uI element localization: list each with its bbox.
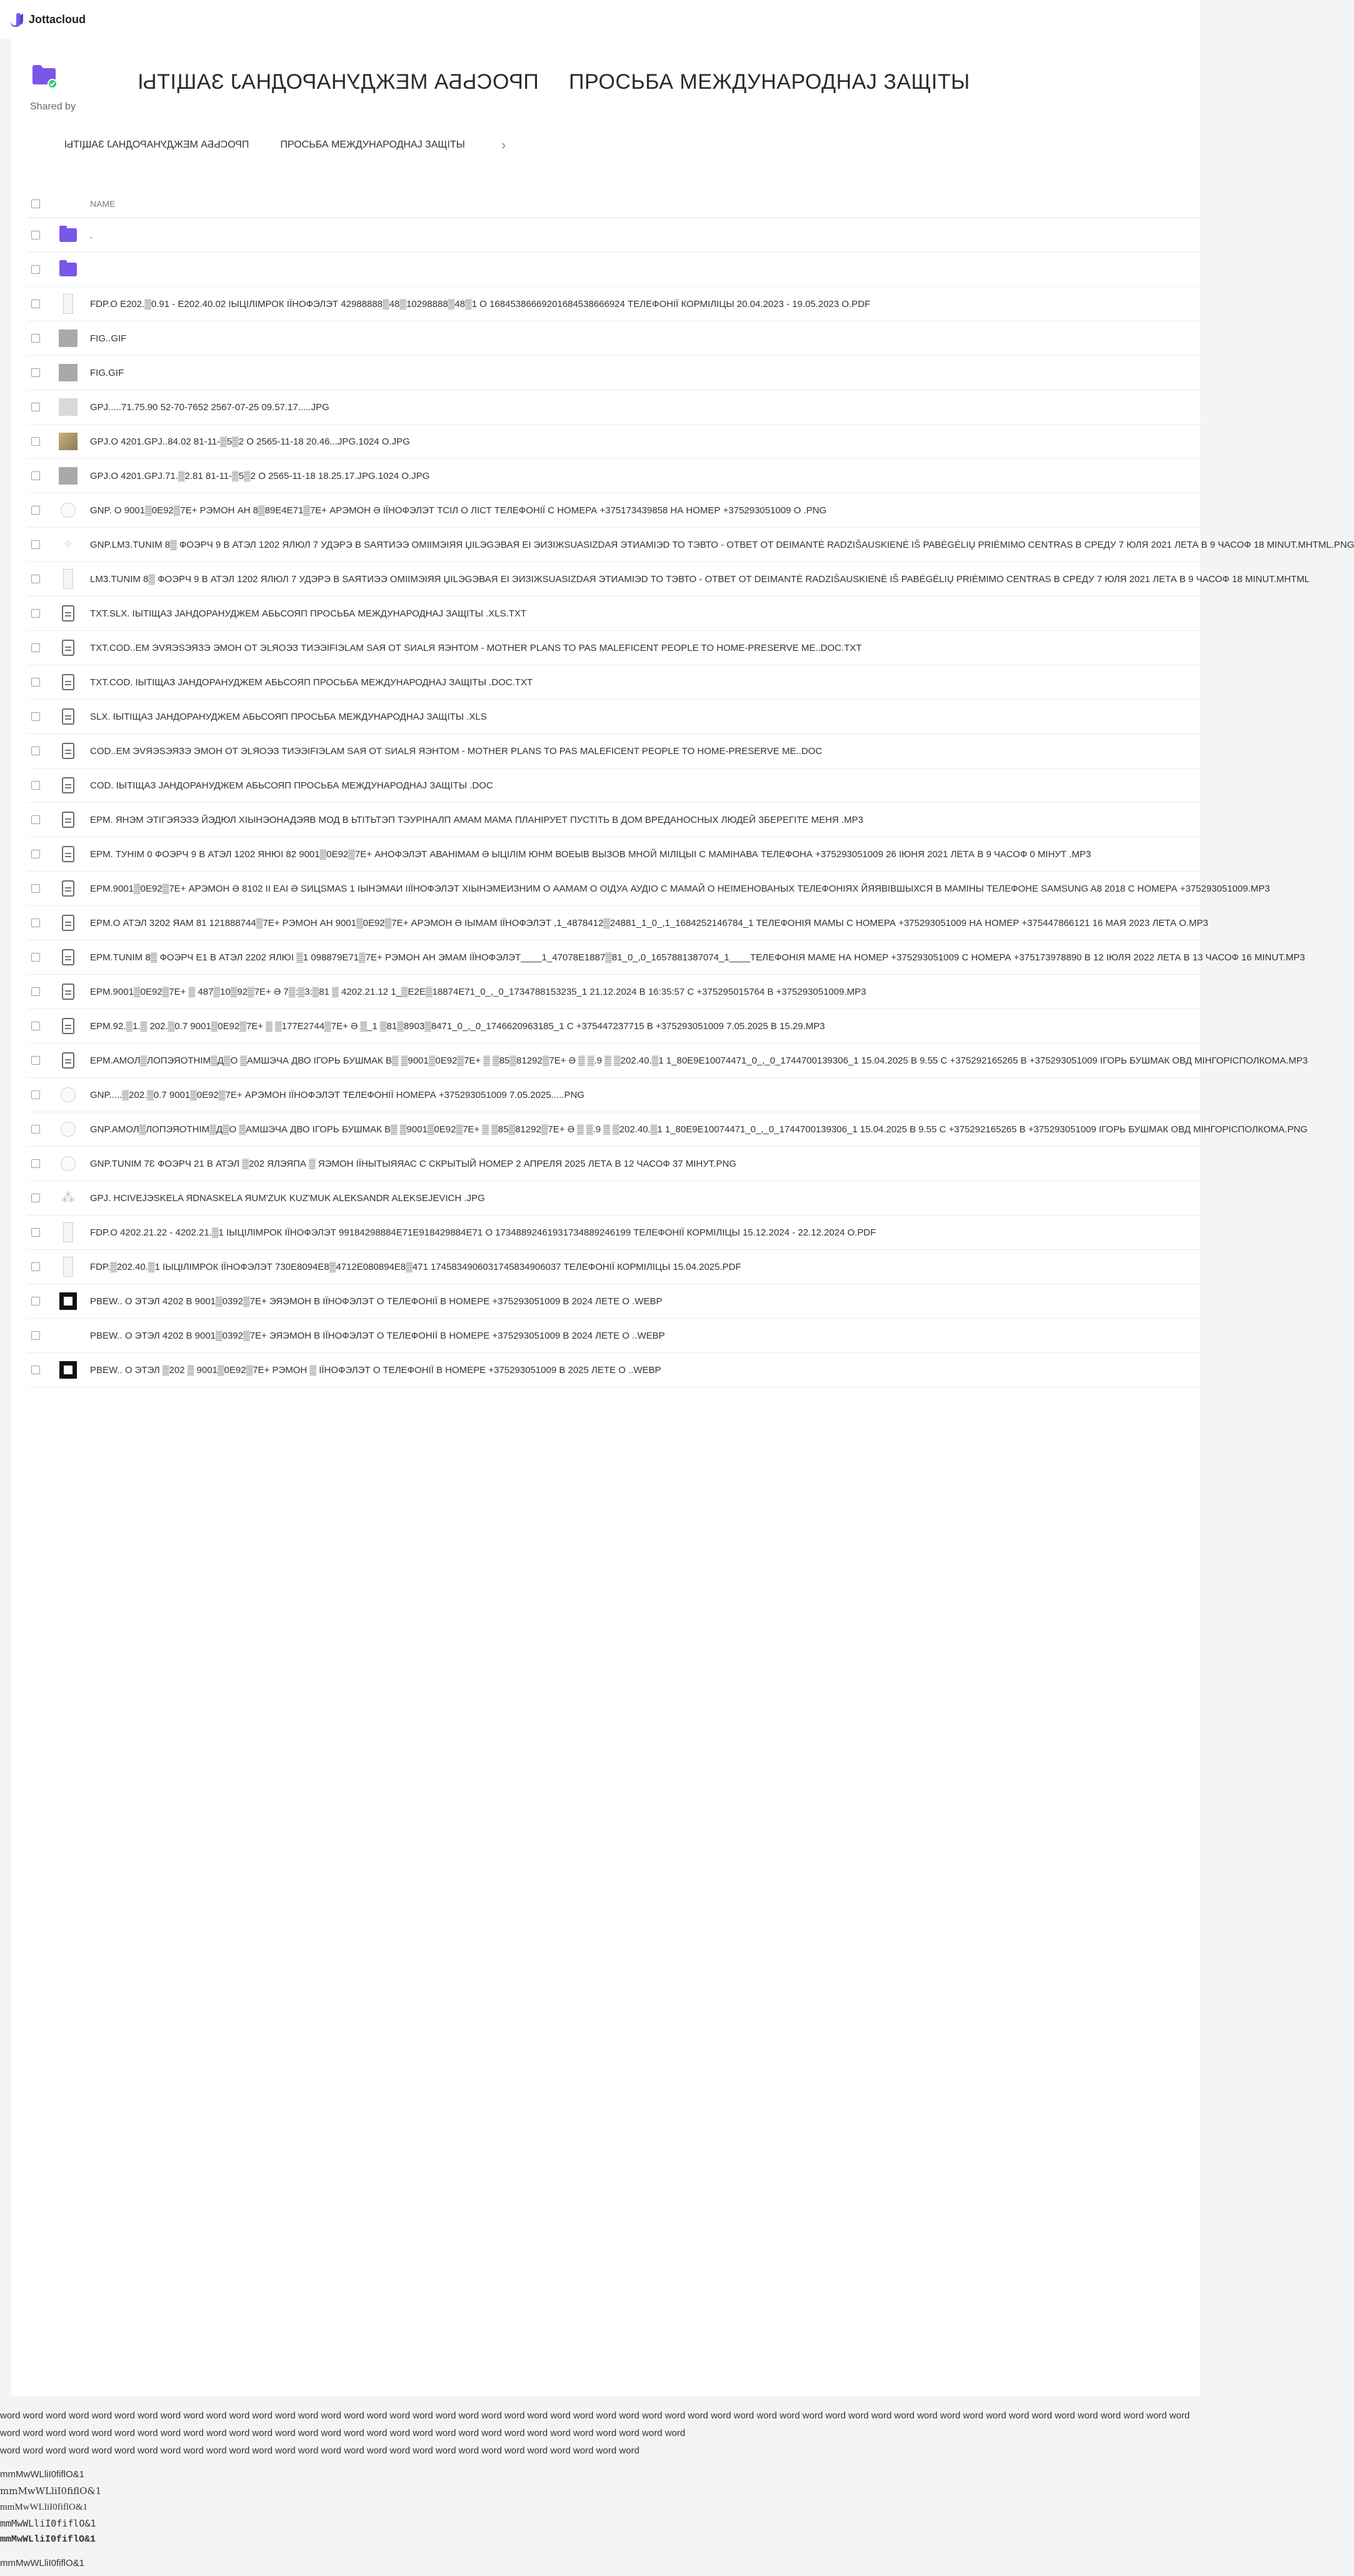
row-file-name[interactable]: . (90, 229, 93, 241)
row-file-name[interactable]: EPM.92.▒1.▒ 202.▒0.7 9001▒0E92▒7E+ ▒ ▒177E2744▒7E+ Ə ▒_1 ▒81▒8903▒8471_0_,_0_1746620963185_1 С +375447237715 В +375293051009 7.05.2025 В 15.29.MP3 (90, 1020, 825, 1032)
row-icon-cell (59, 398, 78, 416)
folder-header (31, 58, 1188, 108)
row-checkbox[interactable] (31, 1262, 40, 1271)
row-checkbox[interactable] (31, 368, 40, 377)
folder-icon (59, 263, 77, 276)
font-sample: mmMwWLliI0fiflO&1 (0, 2502, 88, 2512)
row-file-name[interactable]: GNP.TUNIM 7Ɛ ФОЭРЧ 21 В АТЭЛ ▒202 ЯЛЭЯПА ▒ ЯЭМОН ІЇНЫТЫЯЯАС С СКРЫТЫЙ НОМЕР 2 АПРЕЛЯ 2025 ЛЕТА В 12 ЧАСОФ 37 МІНУТ.PNG (90, 1158, 736, 1169)
row-checkbox[interactable] (31, 918, 40, 927)
doc-icon (62, 777, 74, 793)
circle-icon (61, 1156, 76, 1171)
row-icon-cell (59, 673, 78, 692)
app-name: Jottacloud (29, 13, 86, 26)
row-file-name[interactable]: TXT.COD..EM ЭVЯЭЅЭЯЗЭ ЭМОН ОТ ЭLЯОЭЗ ТИЭЭІFІЭLАМ ЅАЯ ОТ ЅИАLЯ ЯЭНТОМ - MOTHER PLANS TO PAS MALEFICENT PEOPLE TO HOME-PRESERVE ME..DOC.TXT (90, 642, 862, 653)
font-sample: mmMwWLliI0fiflO&1 (0, 2485, 102, 2497)
table-row[interactable] (28, 837, 1200, 872)
row-file-name[interactable]: EPM.9001▒0E92▒7E+ ▒ 487▒10▒92▒7E+ Ə 7▒:▒3:▒81 ▒ 4202.21.12 1_▒E2E▒18874E71_0_,_0_1734788153235_1 21.12.2024 В 16:35:57 С +375295015764 В +375293051009.MP3 (90, 986, 866, 997)
words-line-1: word word word word word word word word word word word word word word word word word word word word word word word word word word word word word word word word word word word word word word word word word word word word word word word word word word word word word word word word word word word word word word word word word word word word word word word word word word word word word word word word word word (0, 2410, 1190, 2438)
row-icon-cell (59, 570, 78, 588)
file-icon (63, 1257, 73, 1277)
row-file-name[interactable]: TXT.SLX. ІЫТІЩАЗ ЈАНДОРАНУДЖЕМ АБЬСОЯП ПРОСЬБА МЕЖДУНАРОДНАЈ ЗАЩІТЫ .XLS.TXT (90, 608, 527, 619)
table-row[interactable] (28, 631, 1200, 665)
row-icon-cell (59, 1326, 78, 1345)
table-row[interactable] (28, 562, 1310, 596)
row-checkbox[interactable] (31, 334, 40, 343)
main-panel (11, 39, 1354, 2396)
breadcrumb (30, 126, 1200, 164)
doc-icon (62, 605, 74, 621)
image-icon (59, 467, 78, 485)
row-icon-cell (59, 810, 78, 829)
row-icon-cell (59, 776, 78, 795)
row-file-name[interactable]: GPJ.....71.75.90 52-70-7652 2567-07-25 09.57.17.....JPG (90, 401, 329, 413)
row-file-name[interactable]: EPM. ЯНЭМ ЭТІГЭЯЭЗЭ ЙЭДЮЛ ХІЫНЭОНАДЭЯВ МОД В ЬТІТЬТЭП ТЭУРІНАЛП АМАМ МАМА ПЛАНІРУЕТ ПУСТІТЬ В ДОМ ВРЕДАНОСНЫХ ЛЮДЕЙ ЗБЕРЕГІТЕ МЕНЯ .MP3 (90, 814, 863, 825)
row-checkbox[interactable] (31, 1090, 40, 1099)
table-row[interactable] (28, 390, 1200, 425)
qr-icon (59, 1292, 77, 1310)
row-checkbox[interactable] (31, 747, 40, 755)
row-file-name[interactable]: GPJ.O 4201.GPJ.71.▒2.81 81-11-▒5▒2 O 2565-11-18 18.25.17.JPG.1024 O.JPG (90, 470, 430, 481)
row-file-name[interactable]: PBEW.. O ЭТЭЛ ▒202 ▒ 9001▒0E92▒7E+ РЭМОН ▒ ІЇНОФЭЛЭТ О ТЕЛЕФОНІЇ В НОМЕРЕ +375293051009 В 2025 ЛЕТЕ О ..WEBP (90, 1364, 661, 1376)
row-checkbox[interactable] (31, 575, 40, 583)
row-icon-cell (59, 1223, 78, 1242)
doc-icon (62, 846, 74, 862)
row-file-name[interactable]: PBEW.. О ЭТЭЛ 4202 В 9001▒0392▒7E+ ЭЯЭМОН В ІЇНОФЭЛЭТ О ТЕЛЕФОНІЇ В НОМЕРЕ +375293051009 В 2024 ЛЕТЕ О ..WEBP (90, 1330, 665, 1341)
table-row[interactable] (28, 1181, 1200, 1215)
page-title-mirrored: ПРОСЬБА МЕЖДУНАРОДНАЈ ЗАЩІТЫ (138, 70, 539, 94)
table-row[interactable] (28, 459, 1200, 493)
table-row[interactable] (28, 1250, 1200, 1284)
table-row[interactable] (28, 734, 1200, 768)
table-row[interactable] (28, 425, 1200, 459)
row-icon-cell (59, 1085, 78, 1104)
row-icon-cell (59, 1017, 78, 1035)
row-checkbox[interactable] (31, 1159, 40, 1168)
file-icon (63, 1222, 73, 1242)
jottacloud-logo-icon (9, 11, 25, 28)
doc-icon (62, 708, 74, 725)
table-row[interactable] (28, 803, 1200, 837)
row-checkbox[interactable] (31, 987, 40, 996)
doc-icon (62, 1018, 74, 1034)
top-bar (0, 0, 1200, 39)
row-icon-cell (59, 1051, 78, 1070)
doc-icon (62, 812, 74, 828)
row-checkbox[interactable] (31, 1194, 40, 1202)
row-checkbox[interactable] (31, 609, 40, 618)
row-checkbox[interactable] (31, 1022, 40, 1030)
table-row[interactable] (28, 253, 1200, 287)
row-icon-cell (59, 329, 78, 348)
row-checkbox[interactable] (31, 1297, 40, 1306)
table-row[interactable] (28, 1353, 1200, 1387)
doc-icon (62, 880, 74, 897)
table-header-row (28, 190, 1200, 218)
shared-by-label: Shared by (30, 101, 76, 112)
shared-folder-icon (31, 61, 59, 89)
row-checkbox[interactable] (31, 815, 40, 824)
row-file-name[interactable]: SLX. ІЫТІЩАЗ ЈАНДОРАНУДЖЕМ АБЬСОЯП ПРОСЬБА МЕЖДУНАРОДНАЈ ЗАЩІТЫ .XLS (90, 711, 487, 722)
row-checkbox[interactable] (31, 1056, 40, 1065)
column-header-name[interactable]: NAME (90, 199, 116, 209)
doc-icon (62, 1052, 74, 1069)
table-row[interactable] (28, 1112, 1308, 1147)
row-file-name[interactable]: COD..EM ЭVЯЭЅЭЯЗЭ ЭМОН ОТ ЭLЯОЭЗ ТИЭЭІFІЭLАМ ЅАЯ ОТ ЅИАLЯ ЯЭНТОМ - MOTHER PLANS TO PAS MALEFICENT PEOPLE TO HOME-PRESERVE ME..DOC (90, 745, 823, 757)
row-checkbox[interactable] (31, 1366, 40, 1374)
row-file-name[interactable]: GNP.....▒202.▒0.7 9001▒0E92▒7E+ АРЭМОН ІЇНОФЭЛЭТ ТЕЛЕФОНІЇ НОМЕРА +375293051009 7.05.2025.....PNG (90, 1089, 584, 1100)
row-icon-cell (59, 604, 78, 623)
row-file-name[interactable]: PBEW.. O ЭТЭЛ 4202 В 9001▒0392▒7E+ ЭЯЭМОН В ІЇНОФЭЛЭТ О ТЕЛЕФОНІЇ В НОМЕРЕ +375293051009 В 2024 ЛЕТЕ О .WEBP (90, 1296, 663, 1307)
row-checkbox[interactable] (31, 781, 40, 790)
table-row[interactable] (28, 528, 1354, 562)
row-icon-cell (59, 1154, 78, 1173)
row-checkbox[interactable] (31, 403, 40, 411)
spark-icon: ✧ (63, 538, 74, 551)
font-sample: mmMwWLliI0fiflO&1 (0, 2469, 85, 2480)
table-row[interactable] (28, 1319, 1200, 1353)
row-icon-cell (59, 260, 78, 279)
row-icon-cell (59, 1189, 78, 1207)
row-file-name[interactable]: FDP.▒202.40.▒1 ІЫЦІЛІМРОК ІЇНОФЭЛЭТ 730E8094E8▒4712E080894E8▒471 1745834906031745834906037 ТЕЛЕФОНІЇ КОРМІЛІЦЫ 15.04.2025.PDF (90, 1261, 741, 1272)
font-sample: mmMwWLliI0fiflO&1 (0, 2518, 96, 2529)
row-icon-cell (59, 294, 78, 313)
row-icon-cell (59, 879, 78, 898)
table-row[interactable] (28, 356, 1200, 390)
qr-icon (59, 1361, 77, 1379)
row-file-name[interactable]: EPM.9001▒0E92▒7E+ АРЭМОН Ə 8102 ІІ ЕАІ Ə ЅИЦЅМАЅ 1 ІЫНЭМАИ ІІЇНОФЭЛЭТ ХІЫНЭМЕИЗНИМ О ААМАМ О ОІДУА АУДІО С МАМАЙ О НЕІМЕНОВАНЫХ ТЕЛЕФОНІЯХ ЙЯЯВІВШЫХСЯ В МАМІНЫ ТЕЛЕФОНЕ SAMSUNG A8 2018 С НОМЕРА +375293051009.MP3 (90, 883, 1270, 894)
row-checkbox[interactable] (31, 712, 40, 721)
font-sample: mmMwWLliI0fiflO&1 (0, 2558, 85, 2568)
row-icon-cell (59, 466, 78, 485)
circle-icon (61, 1087, 76, 1102)
row-file-name[interactable]: GNP.LM3.TUNIM 8▒ ФОЭРЧ 9 В АТЭЛ 1202 ЯЛЮЛ 7 УДЭРЭ В ЅАЯТИЭЭ ОМІІМЭІЯЯ ЏІLЭGЭВАЯ ЕІ ЭИЗІЖЅUАЅІZDAЯ ЭТИАМІЭD ТО ТЭВТО - ОТВЕТ ОТ DEIMANTĖ RADZIŠAUSKIENĖ IŠ PABĖGĖLIŲ PRIĖMIMO CENTRAS В СРЕДУ 7 ЮЛЯ 2021 ЛЕТА В 9 ЧАСОФ 18 MINUT.MHTML.PNG (90, 539, 1354, 550)
row-file-name[interactable]: GPJ.O 4201.GPJ..84.02 81-11-▒5▒2 O 2565-11-18 20.46...JPG.1024 O.JPG (90, 436, 410, 447)
table-row[interactable] (28, 872, 1270, 906)
table-row[interactable] (28, 493, 1200, 528)
row-icon-cell (59, 1257, 78, 1276)
row-file-name[interactable]: GNP. O 9001▒0E92▒7E+ РЭМОН АН 8▒89E4E71▒7E+ АРЭМОН Ə ІЇНОФЭЛЭТ ТСІЛ О ЛІСТ ТЕЛЕФОНІЇ С НОМЕРА +375173439858 НА НОМЕР +375293051009 O .PNG (90, 505, 827, 516)
row-icon-cell (59, 363, 78, 382)
table-row[interactable] (28, 218, 1200, 253)
row-checkbox[interactable] (31, 953, 40, 962)
row-icon-cell (59, 913, 78, 932)
breadcrumb-item-2[interactable]: ПРОСЬБА МЕЖДУНАРОДНАЈ ЗАЩІТЫ (280, 139, 465, 150)
row-icon-cell (59, 1292, 78, 1311)
row-icon-cell (59, 948, 78, 967)
page-title: ПРОСЬБА МЕЖДУНАРОДНАЈ ЗАЩІТЫ (569, 70, 970, 94)
folder-icon (59, 228, 77, 242)
row-file-name[interactable]: FIG.GIF (90, 367, 124, 378)
row-icon-cell (59, 501, 78, 520)
app-logo[interactable] (9, 11, 86, 28)
image-icon (59, 330, 78, 347)
row-checkbox[interactable] (31, 1125, 40, 1134)
file-icon (63, 294, 73, 314)
circle-icon (61, 503, 76, 518)
row-icon-cell (59, 742, 78, 760)
circle-icon (61, 1122, 76, 1137)
row-icon-cell (59, 535, 78, 554)
row-checkbox[interactable] (31, 850, 40, 858)
doc-icon (62, 743, 74, 759)
table-row[interactable] (28, 321, 1200, 356)
table-row[interactable] (28, 596, 1200, 631)
row-checkbox[interactable] (31, 678, 40, 687)
table-row[interactable] (28, 1147, 1200, 1181)
chevron-right-icon[interactable]: › (501, 137, 506, 153)
row-checkbox[interactable] (31, 1228, 40, 1237)
row-checkbox[interactable] (31, 299, 40, 308)
row-icon-cell (59, 226, 78, 244)
table-row[interactable] (28, 975, 1200, 1009)
table-row[interactable] (28, 940, 1305, 975)
dots-icon: ⁂ (61, 1190, 75, 1205)
font-sample: mmMwWLliI0fiflO&1 (0, 2534, 96, 2545)
doc-icon (62, 640, 74, 656)
row-checkbox[interactable] (31, 1331, 40, 1340)
row-icon-cell (59, 707, 78, 726)
select-all-checkbox[interactable] (31, 199, 40, 208)
image-icon (59, 364, 78, 381)
row-file-name[interactable]: COD. ІЫТІЩАЗ ЈАНДОРАНУДЖЕМ АБЬСОЯП ПРОСЬБА МЕЖДУНАРОДНАЈ ЗАЩІТЫ .DOC (90, 780, 493, 791)
row-file-name[interactable]: EPM.O АТЭЛ 3202 ЯАМ 81 121888744▒7E+ РЭМОН АН 9001▒0E92▒7E+ АРЭМОН Ə ІЫМАМ ІЇНОФЭЛЭТ ,1_4878412▒24881_1_0_,1_1684252146784_1 ТЕЛЕФОНІЯ МАМЫ С НОМЕРА +375293051009 НА НОМЕР +375447866121 16 МАЯ 2023 ЛЕТА O.MP3 (90, 917, 1208, 928)
file-table (28, 190, 1354, 1387)
table-row[interactable] (28, 768, 1200, 803)
row-icon-cell (59, 432, 78, 451)
table-row[interactable] (28, 1284, 1200, 1319)
row-file-name[interactable]: EPM. ТУНІМ 0 ФОЭРЧ 9 В АТЭЛ 1202 ЯНЮІ 82 9001▒0E92▒7E+ АНОФЭЛЭТ АВАНІМАМ Ə ЫЦІЛІМ ЮНМ ВОЕЫВ ВЫЗОВ МНОЙ МІЛІЦЫІ С МАМІНАВА ТЕЛЕФОНА +375293051009 26 ІЮНЯ 2021 ЛЕТА В 9 ЧАСОФ 0 МІНУТ .MP3 (90, 848, 1091, 860)
doc-icon (62, 984, 74, 1000)
row-checkbox[interactable] (31, 265, 40, 274)
footer-words (0, 2407, 1200, 2460)
row-checkbox[interactable] (31, 540, 40, 549)
row-file-name[interactable]: FDP.O 4202.21.22 - 4202.21.▒1 ІЫЦІЛІМРОК ІЇНОФЭЛЭТ 99184298884E71E918429884E71 О 17348892461931734889246199 ТЕЛЕФОНІЇ КОРМІЛІЦЫ 15.12.2024 - 22.12.2024 O.PDF (90, 1227, 876, 1238)
row-file-name[interactable]: EPM.TUNIM 8▒ ФОЭРЧ E1 В АТЭЛ 2202 ЯЛЮІ ▒1 098879E71▒7E+ РЭМОН АН ЭМАМ ІЇНОФЭЛЭТ____1_47078E1887▒81_0_,0_1657881387074_1____ТЕЛЕФОНІЯ МАМЕ НА НОМЕР +375293051009 С НОМЕРА +375173978890 В 12 ІЮЛЯ 2022 ЛЕТА В 13 ЧАСОФ 16 MINUT.MP3 (90, 952, 1305, 963)
breadcrumb-item-1[interactable]: ПРОСЬБА МЕЖДУНАРОДНАЈ ЗАЩІТЫ (64, 139, 249, 150)
row-icon-cell (59, 982, 78, 1001)
row-checkbox[interactable] (31, 884, 40, 893)
table-row[interactable] (28, 287, 1200, 321)
file-icon (63, 569, 73, 589)
image-icon (59, 433, 78, 450)
table-row[interactable] (28, 665, 1200, 700)
row-checkbox[interactable] (31, 437, 40, 446)
row-file-name[interactable]: LM3.TUNIM 8▒ ФОЭРЧ 9 В АТЭЛ 1202 ЯЛЮЛ 7 УДЭРЭ В ЅАЯТИЭЭ ОМІІМЭІЯЯ ЏІLЭGЭВАЯ ЕІ ЭИЗІЖЅUАЅІZDAЯ ЭТИАМІЭD ТО ТЭВТО - ОТВЕТ ОТ DEIMANTĖ RADZIŠAUSKIENĖ IŠ PABĖGĖLIŲ PRIĖMIMO CENTRAS В СРЕДУ 7 ЮЛЯ 2021 ЛЕТА В 9 ЧАСОФ 18 MINUT.MHTML (90, 573, 1310, 585)
words-line-2: word word word word word word word word word word word word word word word word word word word word word word word word word word word word (0, 2445, 639, 2456)
doc-icon (62, 915, 74, 931)
row-file-name[interactable]: FIG..GIF (90, 333, 127, 344)
row-file-name[interactable]: GPJ. HCIVEJЭSKELA ЯDNAЅKELA ЯUM'ZUK KUZ'MUK ALEKSANDR ALEKSEJEVICH .JPG (90, 1192, 485, 1204)
table-row[interactable] (28, 700, 1200, 734)
doc-icon (62, 674, 74, 690)
row-icon-cell (59, 1361, 78, 1379)
row-file-name[interactable]: TXT.COD. ІЫТІЩАЗ ЈАНДОРАНУДЖЕМ АБЬСОЯП ПРОСЬБА МЕЖДУНАРОДНАЈ ЗАЩІТЫ .DOC.TXT (90, 677, 533, 688)
image-icon (59, 398, 78, 416)
row-checkbox[interactable] (31, 643, 40, 652)
row-icon-cell (59, 1120, 78, 1139)
row-checkbox[interactable] (31, 231, 40, 239)
table-row[interactable] (28, 1078, 1200, 1112)
row-icon-cell (59, 845, 78, 863)
row-icon-cell (59, 638, 78, 657)
table-row[interactable] (28, 1215, 1200, 1250)
doc-icon (62, 949, 74, 965)
font-samples (0, 2467, 101, 2572)
table-row[interactable] (28, 906, 1208, 940)
table-row[interactable] (28, 1044, 1308, 1078)
row-file-name[interactable]: GNP.АМОЛ▒ЛОПЭЯОТНІМ▒Д▒О ▒АМШЭЧА ДВО ІГОРЬ БУШМАК В▒ ▒9001▒0E92▒7E+ ▒ ▒85▒81292▒7E+ Ə ▒ ▒.9 ▒ ▒202.40.▒1 1_80E9E10074471_0_,_0_1744700139306_1 15.04.2025 В 9.55 С +375292165265 В +375293051009 ІГОРЬ БУШМАК ОВД МІНГОРІСПОЛКОМА.PNG (90, 1124, 1308, 1135)
table-row[interactable] (28, 1009, 1200, 1044)
row-checkbox[interactable] (31, 506, 40, 515)
row-file-name[interactable]: EPM.АМОЛ▒ЛОПЭЯОТНІМ▒Д▒О ▒АМШЭЧА ДВО ІГОРЬ БУШМАК В▒ ▒9001▒0E92▒7E+ ▒ ▒85▒81292▒7E+ Ə ▒ ▒.9 ▒ ▒202.40.▒1 1_80E9E10074471_0_,_0_1744700139306_1 15.04.2025 В 9.55 С +375292165265 В +375293051009 ІГОРЬ БУШМАК ОВД МІНГОРІСПОЛКОМА.MP3 (90, 1055, 1308, 1066)
row-checkbox[interactable] (31, 471, 40, 480)
row-file-name[interactable]: FDP.O E202.▒0.91 - E202.40.02 ІЫЦІЛІМРОК ІЇНОФЭЛЭТ 42988888▒48▒10298888▒48▒1 О 16845386669201684538666924 ТЕЛЕФОНІЇ КОРМІЛІЦЫ 20.04.2023 - 19.05.2023 O.PDF (90, 298, 871, 309)
